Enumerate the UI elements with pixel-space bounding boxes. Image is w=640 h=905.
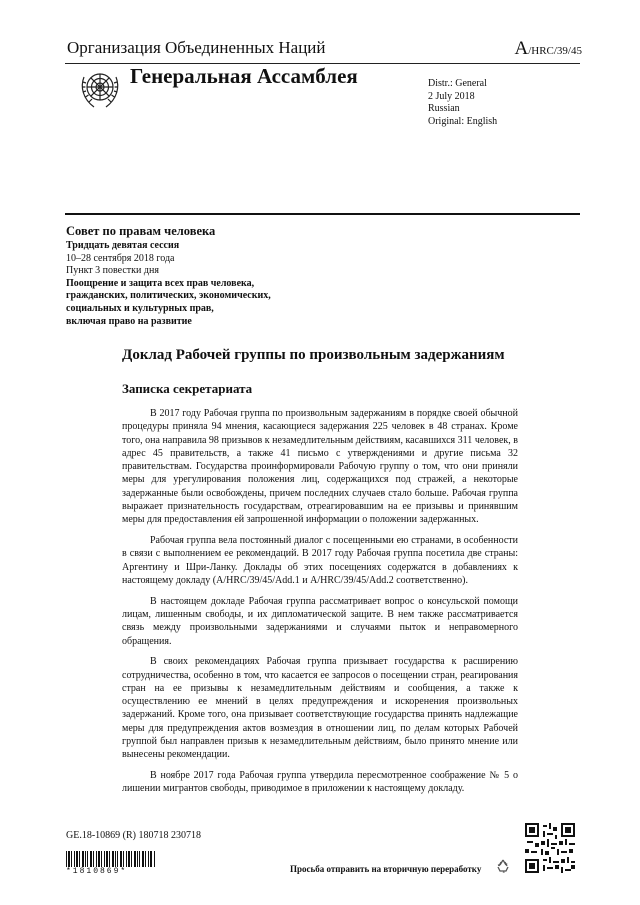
recycle-icon [495, 858, 511, 874]
paragraph: В своих рекомендациях Рабочая группа призывает государства к расширению сотрудничества, особенно в том, что касается ее запросов о посещении стран, реагирования стран на ее призывы к незамедлительным действиям и сообщения, а также к осуществлению ее мнений в целях предупреждения и искоренения произвольных задержаний. Кроме того, она призывает соответствующие государства принять надлежащие меры для предупреждения актов возмездия в отношении лиц, по делам которых Рабочей группой был направлен призыв к незамедлительным действиям, было принято мнение или вынесены рекомендации. [122, 656, 518, 761]
distribution-language: Russian [428, 103, 460, 114]
council-name: Совет по правам человека [66, 224, 216, 238]
agenda-title-line: включая право на развитие [66, 315, 192, 327]
paragraph: Рабочая группа вела постоянный диалог с посещенными ею странами, в особенности в связи с выполнением ее рекомендаций. В 2017 году Рабочая группа посетила две страны: Аргентину и Шри-Ланку. Доклады об этих посещениях содержатся в добавлениях к настоящему докладу (A/HRC/39/45/Add.1 и A/HRC/39/45/Add.2 соответственно). [122, 535, 518, 586]
document-number: GE.18-10869 (R) 180718 230718 [66, 830, 201, 841]
session-block [66, 240, 271, 328]
symbol-rest: /HRC/39/45 [528, 45, 582, 57]
paragraph: В 2017 году Рабочая группа по произвольным задержаниям в порядке своей обычной процедуры приняла 94 мнения, касающиеся задержания 225 человек в 48 странах. Кроме того, она направила 98 призывов к незамедлительным действиям, касавшихся 311 человек, в адрес 45 правительств, а также 41 письмо с утверждениями и другие письма 32 правительствам. Государства проинформировали Рабочую группу о том, что они приняли меры для урегулирования положения лиц, содержащихся под стражей, а некоторые задержанные были освобождены, причем последних случаев стало больше. Рабочая группа выражает признательность государствам, отреагировавшим на ее призывы и принявшим меры для предоставления ей запрошенной информации о положении задержанных. [122, 408, 518, 526]
report-title: Доклад Рабочей группы по произвольным задержаниям [122, 347, 505, 363]
document-symbol [514, 38, 582, 60]
barcode-number: *1810869* [66, 867, 128, 876]
paragraph: В настоящем докладе Рабочая группа рассматривает вопрос о консульской помощи лицам, лишенным свободы, и их дипломатической защите. В нем также рассматривается связь между произвольными задержаниями и случаями пыток и неправомерного обращения. [122, 595, 518, 647]
general-assembly-title: Генеральная Ассамблея [130, 64, 358, 88]
barcode-icon [66, 851, 156, 867]
paragraph: В ноябре 2017 года Рабочая группа утвердила пересмотренное соображение № 5 о лишении мигрантов свободы, приводимое в приложении к настоящему докладу. [122, 769, 518, 795]
agenda-title-line: гражданских, политических, экономических, [66, 290, 271, 302]
agenda-title-line: Поощрение и защита всех прав человека, [66, 277, 255, 289]
symbol-letter: A [514, 38, 529, 59]
session-dates: 10–28 сентября 2018 года [66, 252, 175, 264]
un-emblem-icon [78, 67, 122, 111]
distribution-line: Distr.: General [428, 78, 487, 89]
agenda-item: Пункт 3 повестки дня [66, 265, 159, 277]
agenda-title-line: социальных и культурных прав, [66, 302, 214, 314]
qr-code-icon [525, 823, 575, 873]
distribution-date: 2 July 2018 [428, 90, 475, 102]
organization-name: Организация Объединенных Наций [67, 38, 326, 57]
report-subtitle: Записка секретариата [122, 381, 253, 396]
distribution-block [428, 78, 497, 128]
recycle-note: Просьба отправить на вторичную переработку [290, 864, 482, 874]
session-name: Тридцать девятая сессия [66, 240, 180, 251]
report-body [122, 407, 518, 803]
distribution-original: Original: English [428, 115, 498, 127]
header-thick-rule [65, 213, 580, 215]
